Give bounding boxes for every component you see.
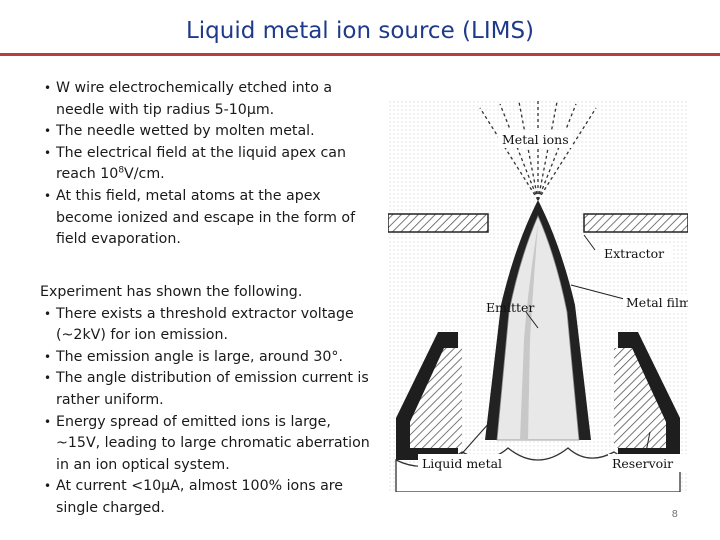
bullet-item: • At this field, metal atoms at the apex become ionized and escape in the form of field evaporation. [40,186,375,251]
bullet-item [40,143,375,186]
lims-diagram [388,100,688,492]
page-number: 8 [671,509,678,520]
slide-title: Liquid metal ion source (LIMS) [185,18,535,44]
extractor-right [584,214,688,232]
label-extractor: Extractor [604,246,665,261]
experiment-section [40,282,375,520]
label-emitter: Emitter [486,300,535,315]
bullet-item: • W wire electrochemically etched into a needle with tip radius 5-10μm. [40,78,375,121]
bullet-text-tail: V/cm. [124,166,165,183]
label-metal-film: Metal film [626,295,688,310]
experiment-item: • The emission angle is large, around 30°. [40,347,375,369]
title-divider [0,53,720,56]
bullet-text: The electrical field at the liquid apex can reach 10 [56,144,346,183]
experiment-item: • Energy spread of emitted ions is large, ~15V, leading to large chromatic aberration in an ion optical system. [40,412,375,477]
experiment-heading: Experiment has shown the following. [40,284,303,300]
lims-diagram-svg [388,100,688,492]
label-liquid-metal: Liquid metal [422,456,503,471]
bullet-item: • The needle wetted by molten metal. [40,121,375,143]
exponent: 8 [118,165,125,176]
label-metal-ions: Metal ions [502,132,569,147]
label-reservoir: Reservoir [612,456,674,471]
extractor-left [388,214,488,232]
bullet-list [40,78,375,251]
experiment-item: • The angle distribution of emission current is rather uniform. [40,368,375,411]
experiment-item: • At current <10μA, almost 100% ions are single charged. [40,476,375,519]
experiment-item: • There exists a threshold extractor voltage (~2kV) for ion emission. [40,304,375,347]
